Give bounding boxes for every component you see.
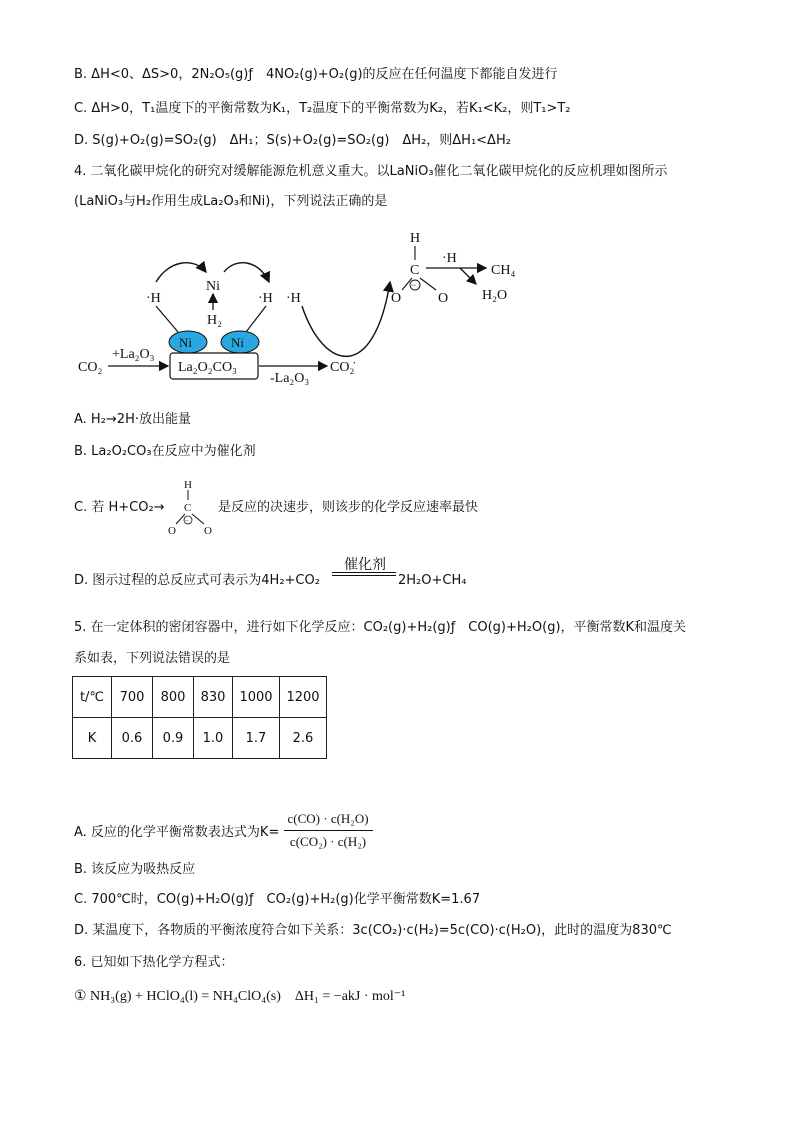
- h2o-label: H₂O: [482, 288, 508, 303]
- equilibrium-table: [72, 676, 327, 759]
- small-charge: −: [185, 517, 189, 525]
- question-4-stem-2: (LaNiO₃与H₂作用生成La₂O₃和Ni)，下列说法正确的是: [74, 194, 388, 209]
- minus-la2o3-label: -La₂O₃: [270, 371, 310, 386]
- ni-ellipse-a-label: Ni: [179, 335, 192, 350]
- question-5-stem-1: 5. 在一定体积的密闭容器中，进行如下化学反应：CO₂(g)+H₂(g)ƒ CO(g)+H₂O(g)，平衡常数K和温度关: [74, 620, 687, 635]
- bond-right: [246, 306, 266, 332]
- k-denominator: c(CO₂) · c(H₂): [289, 834, 367, 849]
- ni-top-label: Ni: [206, 279, 220, 294]
- h-radical-right: ·H: [286, 291, 301, 306]
- question-5-option-d: D. 某温度下，各物质的平衡浓度符合如下关系：3c(CO₂)·c(H₂)=5c(CO)·c(H₂O)，此时的温度为830℃: [74, 923, 672, 938]
- bond-left: [156, 306, 178, 332]
- catalyst-line-bottom: [332, 575, 396, 576]
- question-6-stem: 6. 已知如下热化学方程式：: [74, 955, 234, 970]
- small-o2-bond: [192, 514, 204, 524]
- formate-small-figure: [166, 476, 222, 536]
- table-cell: K: [73, 718, 112, 759]
- question-5-option-a-text: A. 反应的化学平衡常数表达式为K=: [74, 825, 280, 840]
- h-radical-left: ·H: [146, 291, 161, 306]
- formate-o2-label: O: [438, 291, 449, 306]
- table-header-cell: t/℃: [73, 677, 112, 718]
- table-header-cell: 1000: [233, 677, 280, 718]
- h2o-arrow: [460, 268, 476, 284]
- small-h-label: H: [184, 479, 192, 491]
- table-header-cell: 700: [112, 677, 153, 718]
- question-4-option-c-pre: C. 若 H+CO₂→: [74, 500, 165, 515]
- h2-label: H₂: [207, 313, 222, 328]
- question-4-option-a: A. H₂→2H·放出能量: [74, 412, 191, 427]
- curve-arrow-right: [224, 263, 269, 282]
- option-d-line: D. S(g)+O₂(g)=SO₂(g) ΔH₁；S(s)+O₂(g)=SO₂(g) ΔH₂，则ΔH₁<ΔH₂: [74, 133, 511, 148]
- formate-h-label: H: [410, 231, 421, 246]
- table-header-cell: 830: [194, 677, 233, 718]
- table-cell: 2.6: [280, 718, 327, 759]
- table-header-cell: 800: [153, 677, 194, 718]
- la2o2co3-label: La₂O₂CO₃: [178, 360, 237, 375]
- table-row: [73, 718, 327, 759]
- option-b-line: B. ΔH<0、ΔS>0，2N₂O₅(g)ƒ 4NO₂(g)+O₂(g)的反应在任何温度下都能自发进行: [74, 67, 558, 82]
- catalyst-line-top: [332, 572, 396, 573]
- h-radical-mid: ·H: [258, 291, 273, 306]
- ch4-label: CH₄: [491, 263, 516, 278]
- table-cell: 1.7: [233, 718, 280, 759]
- formate-charge: −: [411, 280, 417, 290]
- co2-in-label: CO₂: [78, 360, 103, 375]
- small-o2-label: O: [204, 525, 212, 536]
- mechanism-diagram: [74, 222, 534, 387]
- k-expression-fraction: [284, 810, 373, 851]
- table-row: [73, 677, 327, 718]
- k-numerator: c(CO) · c(H₂O): [284, 810, 373, 831]
- u-curve-arrow: [302, 282, 390, 356]
- table-header-cell: 1200: [280, 677, 327, 718]
- formate-c-label: C: [410, 263, 420, 278]
- question-5-stem-2: 系如表，下列说法错误的是: [74, 651, 231, 666]
- question-5-option-c: C. 700℃时，CO(g)+H₂O(g)ƒ CO₂(g)+H₂(g)化学平衡常数K=1.67: [74, 892, 481, 907]
- table-cell: 1.0: [194, 718, 233, 759]
- question-5-option-b: B. 该反应为吸热反应: [74, 862, 196, 877]
- question-4-option-d-post: 2H₂O+CH₄: [398, 573, 467, 588]
- table-cell: 0.9: [153, 718, 194, 759]
- small-o1-label: O: [168, 525, 176, 536]
- formate-o2-bond: [420, 278, 436, 290]
- question-4-option-b: B. La₂O₂CO₃在反应中为催化剂: [74, 444, 256, 459]
- co2-out-label: CO₂̇: [330, 360, 355, 375]
- formate-o1-label: O: [391, 291, 402, 306]
- table-cell: 0.6: [112, 718, 153, 759]
- question-4-option-d-pre: D. 图示过程的总反应式可表示为4H₂+CO₂: [74, 573, 320, 588]
- question-4-stem-1: 4. 二氧化碳甲烷化的研究对缓解能源危机意义重大。以LaNiO₃催化二氧化碳甲烷化的反应机理如图所示: [74, 164, 668, 179]
- small-o1-bond: [176, 514, 185, 524]
- question-6-equation-1: ① NH₃(g) + HClO₄(l) = NH₄ClO₄(s) ΔH₁ = −akJ · mol⁻¹: [74, 989, 406, 1004]
- h-add-label: ·H: [442, 251, 457, 266]
- question-4-option-c-post: 是反应的决速步，则该步的化学反应速率最快: [218, 500, 479, 515]
- ni-ellipse-b-label: Ni: [231, 335, 244, 350]
- option-c-line: C. ΔH>0，T₁温度下的平衡常数为K₁，T₂温度下的平衡常数为K₂，若K₁<K₂，则T₁>T₂: [74, 101, 571, 116]
- small-c-label: C: [184, 502, 192, 514]
- curve-arrow-left: [156, 263, 206, 282]
- question-5-option-a: [74, 812, 373, 853]
- catalyst-label: 催化剂: [344, 557, 386, 573]
- plus-la2o3-label: +La₂O₃: [112, 347, 155, 362]
